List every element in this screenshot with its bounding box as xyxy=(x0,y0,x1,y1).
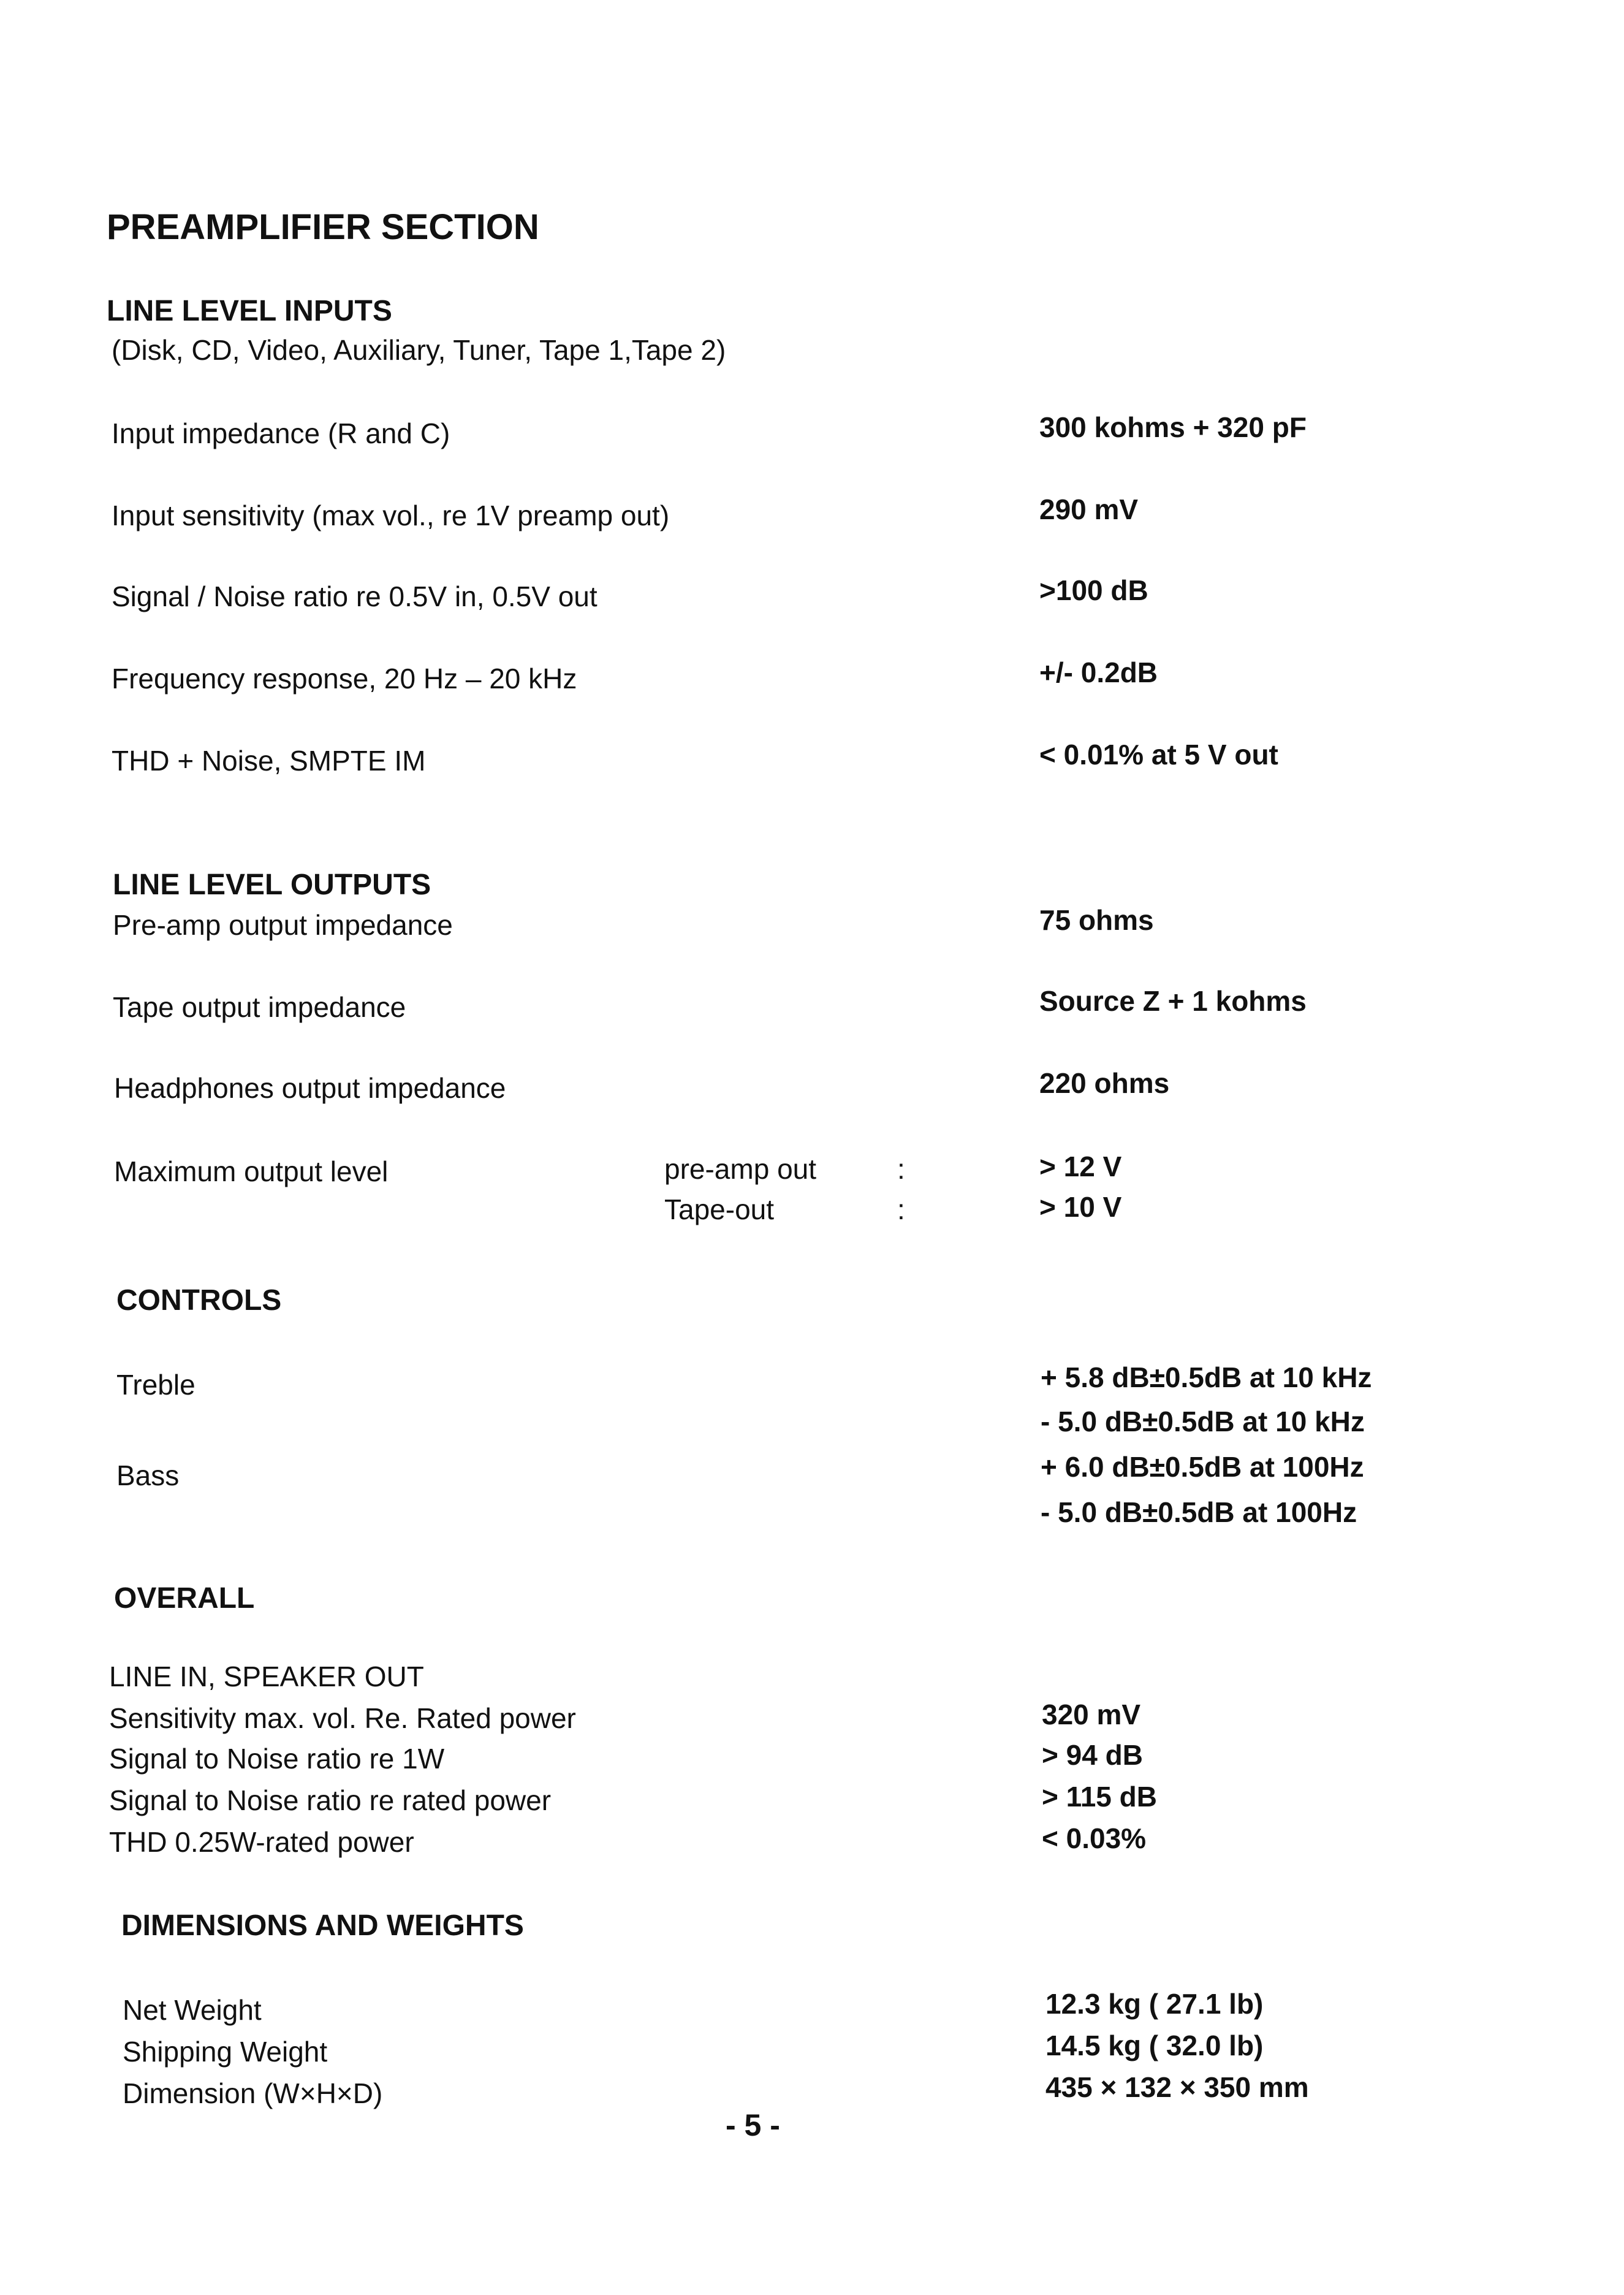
spec-value: 435 × 132 × 350 mm xyxy=(1045,2071,1309,2103)
spec-label: Signal / Noise ratio re 0.5V in, 0.5V out xyxy=(112,580,598,612)
spec-value: < 0.01% at 5 V out xyxy=(1039,739,1278,771)
spec-label: THD 0.25W-rated power xyxy=(109,1826,414,1858)
spec-label: Dimension (W×H×D) xyxy=(123,2077,383,2109)
spec-value: > 12 V xyxy=(1039,1151,1122,1182)
spec-value: + 6.0 dB±0.5dB at 100Hz xyxy=(1041,1451,1364,1483)
spec-label: Frequency response, 20 Hz – 20 kHz xyxy=(112,663,577,695)
spec-value: 320 mV xyxy=(1042,1699,1141,1730)
spec-label: Sensitivity max. vol. Re. Rated power xyxy=(109,1702,576,1734)
line-inputs-heading: LINE LEVEL INPUTS xyxy=(107,295,392,327)
spec-label: THD + Noise, SMPTE IM xyxy=(112,745,426,777)
spec-value: +/- 0.2dB xyxy=(1039,657,1158,688)
spec-label: Signal to Noise ratio re rated power xyxy=(109,1784,552,1816)
spec-label: Headphones output impedance xyxy=(114,1072,506,1104)
colon-separator: : xyxy=(897,1153,905,1185)
bass-label: Bass xyxy=(116,1460,180,1491)
page-number: - 5 - xyxy=(726,2108,780,2142)
page-title: PREAMPLIFIER SECTION xyxy=(107,207,539,247)
spec-value: > 10 V xyxy=(1039,1191,1122,1223)
spec-value: < 0.03% xyxy=(1042,1822,1147,1854)
controls-heading: CONTROLS xyxy=(116,1284,282,1317)
max-output-label: Maximum output level xyxy=(114,1155,389,1187)
spec-value: 75 ohms xyxy=(1039,904,1154,936)
dimensions-heading: DIMENSIONS AND WEIGHTS xyxy=(121,1909,524,1942)
overall-subheading: LINE IN, SPEAKER OUT xyxy=(109,1661,424,1692)
line-outputs-heading: LINE LEVEL OUTPUTS xyxy=(113,869,431,901)
spec-label: Shipping Weight xyxy=(123,2036,328,2068)
spec-value: > 94 dB xyxy=(1042,1739,1143,1771)
spec-label: Tape output impedance xyxy=(113,991,406,1023)
spec-value: >100 dB xyxy=(1039,574,1148,606)
colon-separator: : xyxy=(897,1193,905,1225)
spec-value: 300 kohms + 320 pF xyxy=(1039,411,1307,443)
spec-value: - 5.0 dB±0.5dB at 10 kHz xyxy=(1041,1406,1365,1437)
max-output-sub-name: pre-amp out xyxy=(664,1153,817,1185)
spec-value: - 5.0 dB±0.5dB at 100Hz xyxy=(1041,1496,1357,1528)
spec-value: 290 mV xyxy=(1039,493,1139,525)
spec-value: 12.3 kg ( 27.1 lb) xyxy=(1045,1988,1264,2020)
treble-label: Treble xyxy=(116,1369,195,1401)
spec-label: Input sensitivity (max vol., re 1V preamp out) xyxy=(112,500,670,531)
overall-heading: OVERALL xyxy=(114,1582,255,1615)
spec-label: Pre-amp output impedance xyxy=(113,909,453,941)
spec-value: Source Z + 1 kohms xyxy=(1039,985,1307,1017)
spec-value: 14.5 kg ( 32.0 lb) xyxy=(1045,2030,1264,2061)
spec-value: 220 ohms xyxy=(1039,1067,1170,1099)
spec-value: > 115 dB xyxy=(1042,1781,1157,1813)
spec-value: + 5.8 dB±0.5dB at 10 kHz xyxy=(1041,1361,1372,1393)
spec-label: Signal to Noise ratio re 1W xyxy=(109,1743,445,1775)
max-output-sub-name: Tape-out xyxy=(664,1193,775,1225)
spec-label: Net Weight xyxy=(123,1994,262,2026)
spec-label: Input impedance (R and C) xyxy=(112,417,450,449)
line-inputs-subheading: (Disk, CD, Video, Auxiliary, Tuner, Tape 1,Tape 2) xyxy=(112,334,726,366)
